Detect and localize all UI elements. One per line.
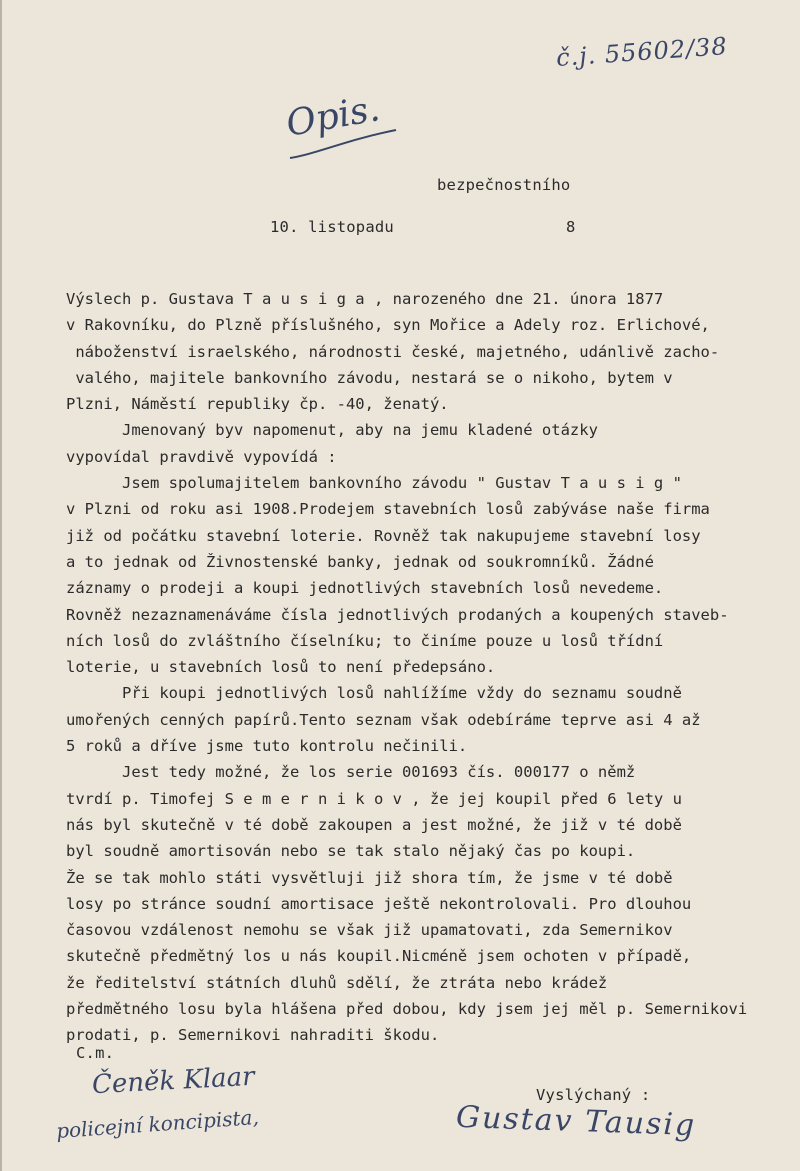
- body-line: 5 roků a dříve jsme tuto kontrolu nečinili.: [66, 737, 468, 756]
- body-line: umořených cenných papírů.Tento seznam však odebíráme teprve asi 4 až: [66, 710, 701, 729]
- official-title: policejní koncipista,: [55, 1104, 260, 1144]
- body-line: byl soudně amortisován nebo se tak stalo nějaký čas po koupi.: [66, 842, 636, 861]
- body-line: losy po stránce soudní amortisace ještě nekontrolovali. Pro dlouhou: [66, 894, 692, 913]
- body-line: již od počátku stavební loterie. Rovněž tak nakupujeme stavební losy: [66, 526, 701, 545]
- body-line: Při koupi jednotlivých losů nahlížíme vždy do seznamu soudně: [66, 684, 682, 703]
- interrogated-label: Vyslýchaný :: [536, 1086, 651, 1104]
- body-line: Jest tedy možné, že los serie 001693 čís. 000177 o němž: [66, 763, 636, 782]
- body-line: prodati, p. Semernikovi nahraditi škodu.: [66, 1026, 440, 1045]
- body-line: loterie, u stavebních losů to není předepsáno.: [66, 658, 496, 677]
- body-line: ních losů do zvláštního číselníku; to činíme pouze u losů třídní: [66, 631, 664, 650]
- body-line: Jmenovaný byv napomenut, aby na jemu kladené otázky: [66, 421, 598, 440]
- body-line: Jsem spolumajitelem bankovního závodu " Gustav T a u s i g ": [66, 474, 682, 493]
- reference-number: č.j. 55602/38: [555, 32, 729, 72]
- body-line: vypovídal pravdivě vypovídá :: [66, 447, 337, 466]
- header-number: 8: [566, 218, 576, 236]
- body-line: nás byl skutečně v té době zakoupen a jest možné, že již v té době: [66, 815, 682, 834]
- opis-underline: [286, 128, 406, 168]
- body-line: v Rakovníku, do Plzně příslušného, syn Mořice a Adely roz. Erlichové,: [66, 316, 710, 335]
- body-line: valého, majitele bankovního závodu, nestará se o nikoho, bytem v: [66, 368, 673, 387]
- cm-mark: C.m.: [76, 1044, 115, 1062]
- testimony-body: [66, 286, 796, 1049]
- body-line: Rovněž nezaznamenáváme čísla jednotlivých prodaných a koupených staveb-: [66, 605, 729, 624]
- header-date: 10. listopadu: [270, 218, 394, 236]
- official-signature: Čeněk Klaar: [91, 1061, 256, 1101]
- body-line: Že se tak mohlo státi vysvětluji již shora tím, že jsme v té době: [66, 868, 673, 887]
- opis-stamp: Opis.: [283, 88, 383, 145]
- body-line: předmětného losu byla hlášena před dobou, kdy jsem jej měl p. Semernikovi: [66, 1000, 748, 1019]
- body-line: že ředitelství státních dluhů sdělí, že ztráta nebo krádež: [66, 973, 608, 992]
- body-line: záznamy o prodeji a koupi jednotlivých stavebních losů nevedeme.: [66, 579, 664, 598]
- body-line: a to jednak od Živnostenské banky, jednak od soukromníků. Žádné: [66, 552, 654, 571]
- body-line: Výslech p. Gustava T a u s i g a , narozeného dne 21. února 1877: [66, 290, 664, 308]
- body-line: Plzni, Náměstí republiky čp. -40, ženatý.: [66, 395, 449, 414]
- body-line: v Plzni od roku asi 1908.Prodejem stavebních losů zabýváse naše firma: [66, 500, 710, 519]
- body-line: náboženství israelského, národnosti české, majetného, udánlivě zacho-: [66, 342, 720, 361]
- body-line: tvrdí p. Timofej S e m e r n i k o v , že jej koupil před 6 lety u: [66, 789, 682, 808]
- body-line: časovou vzdálenost nemohu se však již upamatovati, zda Semernikov: [66, 921, 673, 940]
- header-line-1: bezpečnostního: [437, 176, 571, 194]
- body-line: skutečně předmětný los u nás koupil.Nicméně jsem ochoten v případě,: [66, 947, 692, 966]
- interrogated-signature: Gustav Tausig: [455, 1099, 697, 1144]
